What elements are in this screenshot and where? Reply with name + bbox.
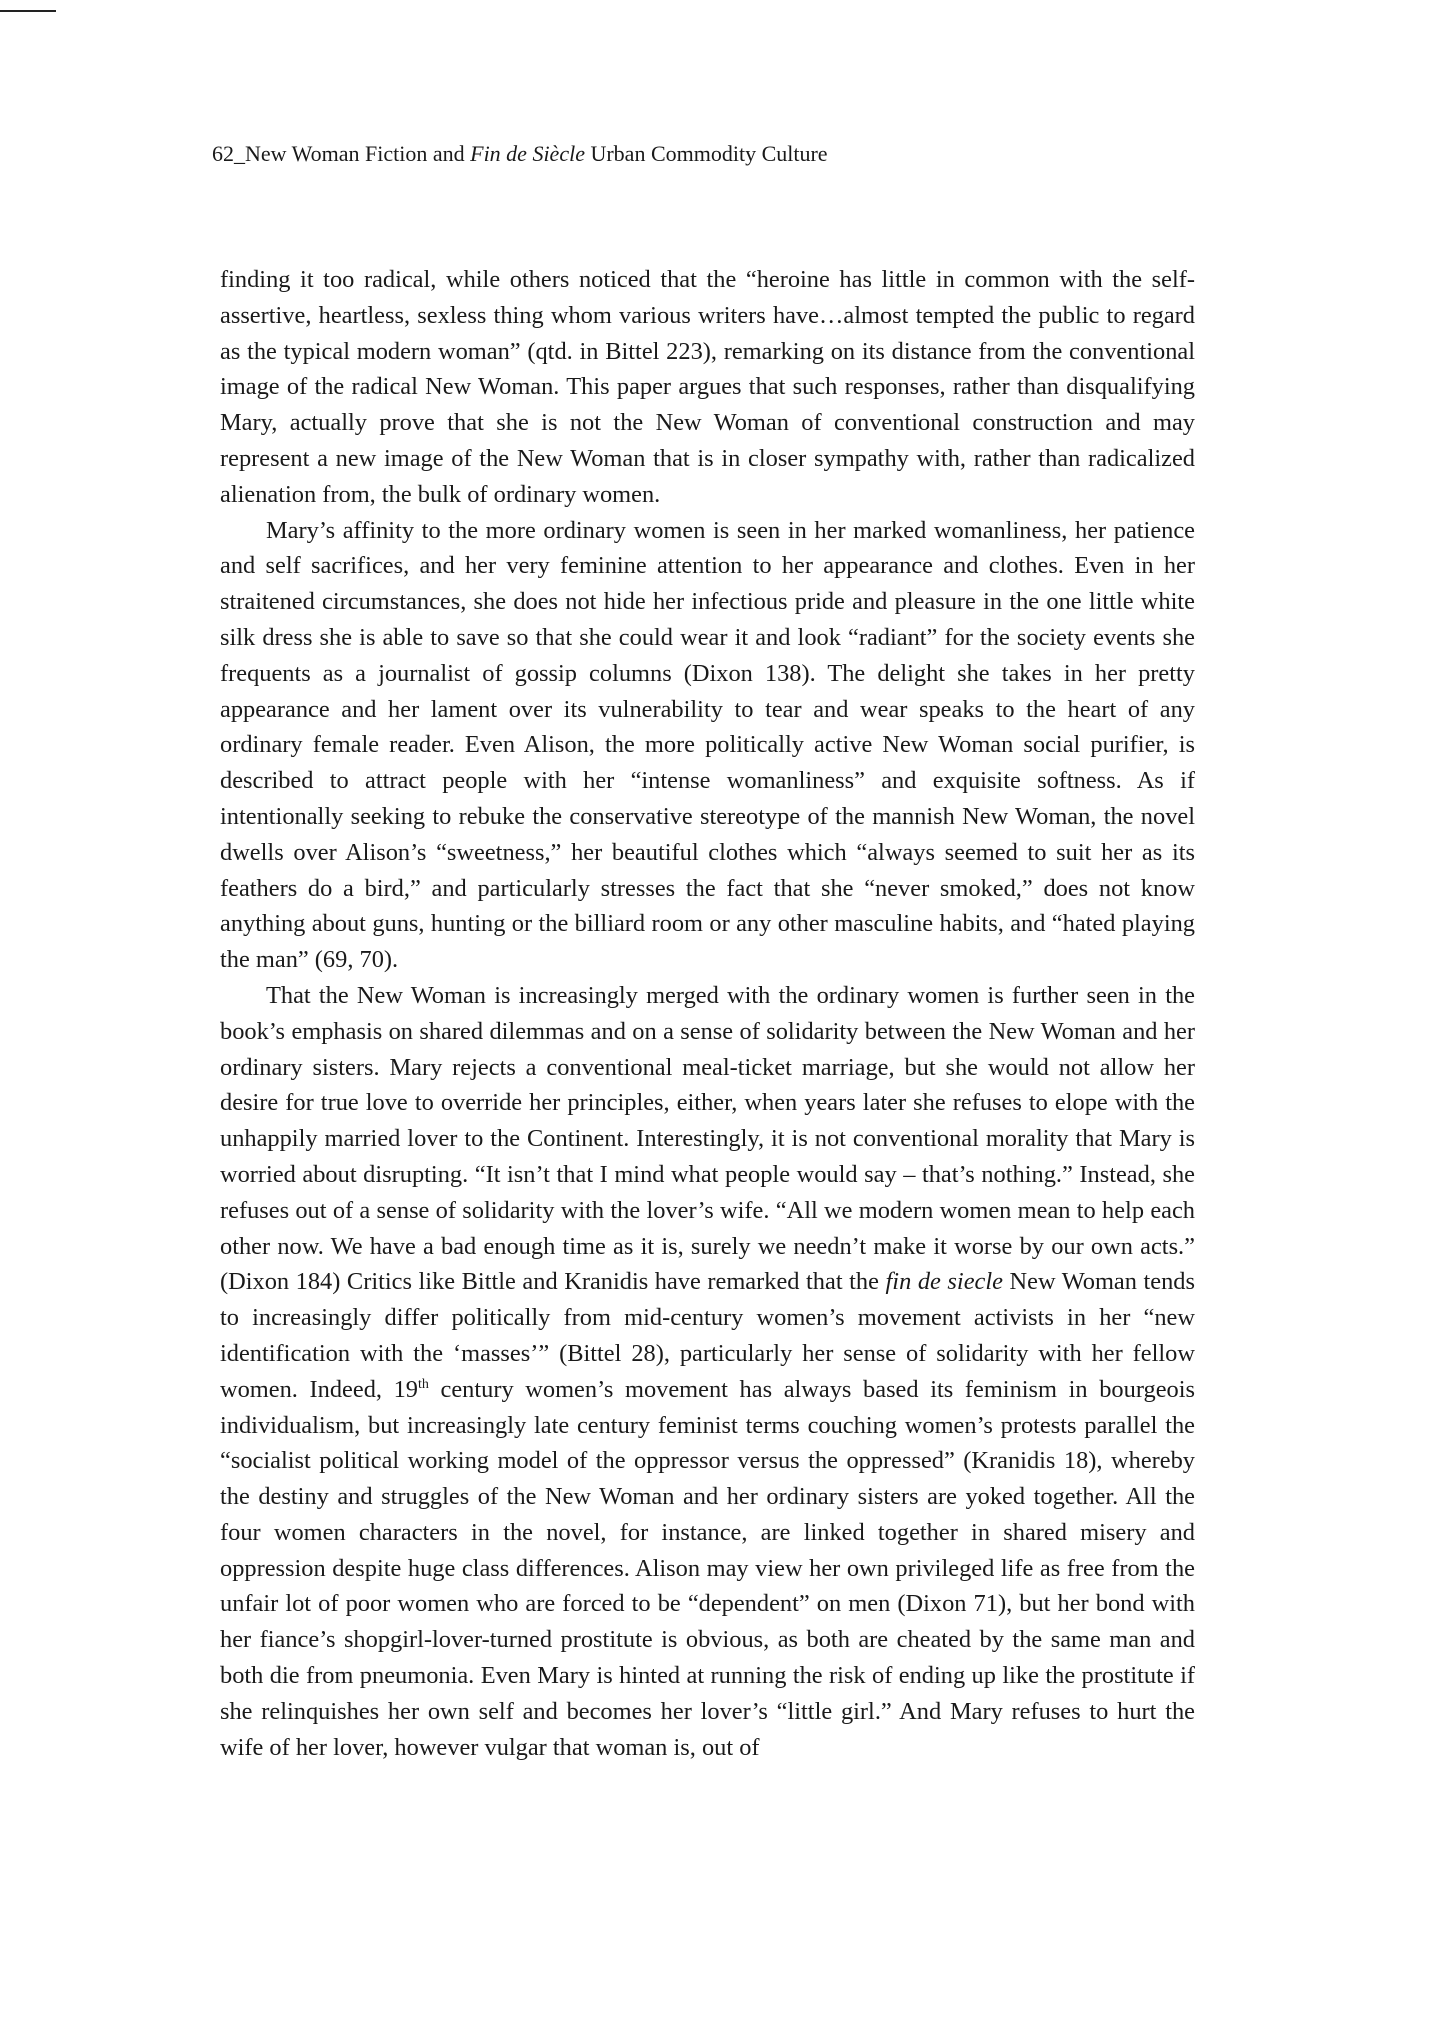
body-text	[220, 262, 1195, 1765]
paragraph-3-part2: New Woman tends to increasingly differ politically from mid-century women’s movement activists in her “new identification with the ‘masses’” (Bittel 28), particularly her sense of solidarity with her fellow women. Indeed, 19	[220, 1268, 1195, 1403]
paragraph-3-part3: century women’s movement has always based its feminism in bourgeois individualism, but increasingly late century feminist terms couching women’s protests parallel the “socialist political working model of the oppressor versus the oppressed” (Kranidis 18), whereby the destiny and struggles of the New Woman and her ordinary sisters are yoked together. All the four women characters in the novel, for instance, are linked together in shared misery and oppression despite huge class differences. Alison may view her own privileged life as free from the unfair lot of poor women who are forced to be “dependent” on men (Dixon 71), but her bond with her fiance’s shopgirl-lover-turned prostitute is obvious, as both are cheated by the same man and both die from pneumonia. Even Mary is hinted at running the risk of ending up like the prostitute if she relinquishes her own self and becomes her lover’s “little girl.” And Mary refuses to hurt the wife of her lover, however vulgar that woman is, out of	[220, 1375, 1195, 1761]
paragraph-3-superscript: th	[418, 1376, 429, 1392]
paragraph-3-part1: That the New Woman is increasingly merged with the ordinary women is further seen in the book’s emphasis on shared dilemmas and on a sense of solidarity between the New Woman and her ordinary sisters. Mary rejects a conventional meal-ticket marriage, but she would not allow her desire for true love to override her principles, either, when years later she refuses to elope with the unhappily married lover to the Continent. Interestingly, it is not conventional morality that Mary is worried about disrupting. “It isn’t that I mind what people would say – that’s nothing.” Instead, she refuses out of a sense of solidarity with the lover’s wife. “All we modern women mean to help each other now. We have a bad enough time as it is, surely we needn’t make it worse by our own acts.” (Dixon 184) Critics like Bittle and Kranidis have remarked that the	[220, 981, 1195, 1296]
running-head	[212, 140, 828, 168]
paragraph-3	[220, 978, 1195, 1766]
paragraph-1: finding it too radical, while others noticed that the “heroine has little in common with the self-assertive, heartless, sexless thing whom various writers have…almost tempted the public to regard as the typical modern woman” (qtd. in Bittel 223), remarking on its distance from the conventional image of the radical New Woman. This paper argues that such responses, rather than disqualifying Mary, actually prove that she is not the New Woman of conventional construction and may represent a new image of the New Woman that is in closer sympathy with, rather than radicalized alienation from, the bulk of ordinary women.	[220, 266, 1195, 508]
corner-rule	[0, 10, 56, 12]
paragraph-3-italic: fin de siecle	[885, 1268, 1003, 1296]
paragraph-2: Mary’s affinity to the more ordinary women is seen in her marked womanliness, her patience and self sacrifices, and her very feminine attention to her appearance and clothes. Even in her straitened circumstances, she does not hide her infectious pride and pleasure in the one little white silk dress she is able to save so that she could wear it and look “radiant” for the society events she frequents as a journalist of gossip columns (Dixon 138). The delight she takes in her pretty appearance and her lament over its vulnerability to tear and wear speaks to the heart of any ordinary female reader. Even Alison, the more politically active New Woman social purifier, is described to attract people with her “intense womanliness” and exquisite softness. As if intentionally seeking to rebuke the conservative stereotype of the mannish New Woman, the novel dwells over Alison’s “sweetness,” her beautiful clothes which “always seemed to suit her as its feathers do a bird,” and particularly stresses the fact that she “never smoked,” does not know anything about guns, hunting or the billiard room or any other masculine habits, and “hated playing the man” (69, 70).	[220, 516, 1195, 974]
header-separator: _	[234, 141, 245, 166]
header-title-part1: New Woman Fiction and	[245, 141, 471, 166]
header-title-part2: Urban Commodity Culture	[584, 141, 828, 166]
header-title-italic: Fin de Siècle	[470, 141, 585, 166]
page-number: 62	[212, 141, 234, 166]
